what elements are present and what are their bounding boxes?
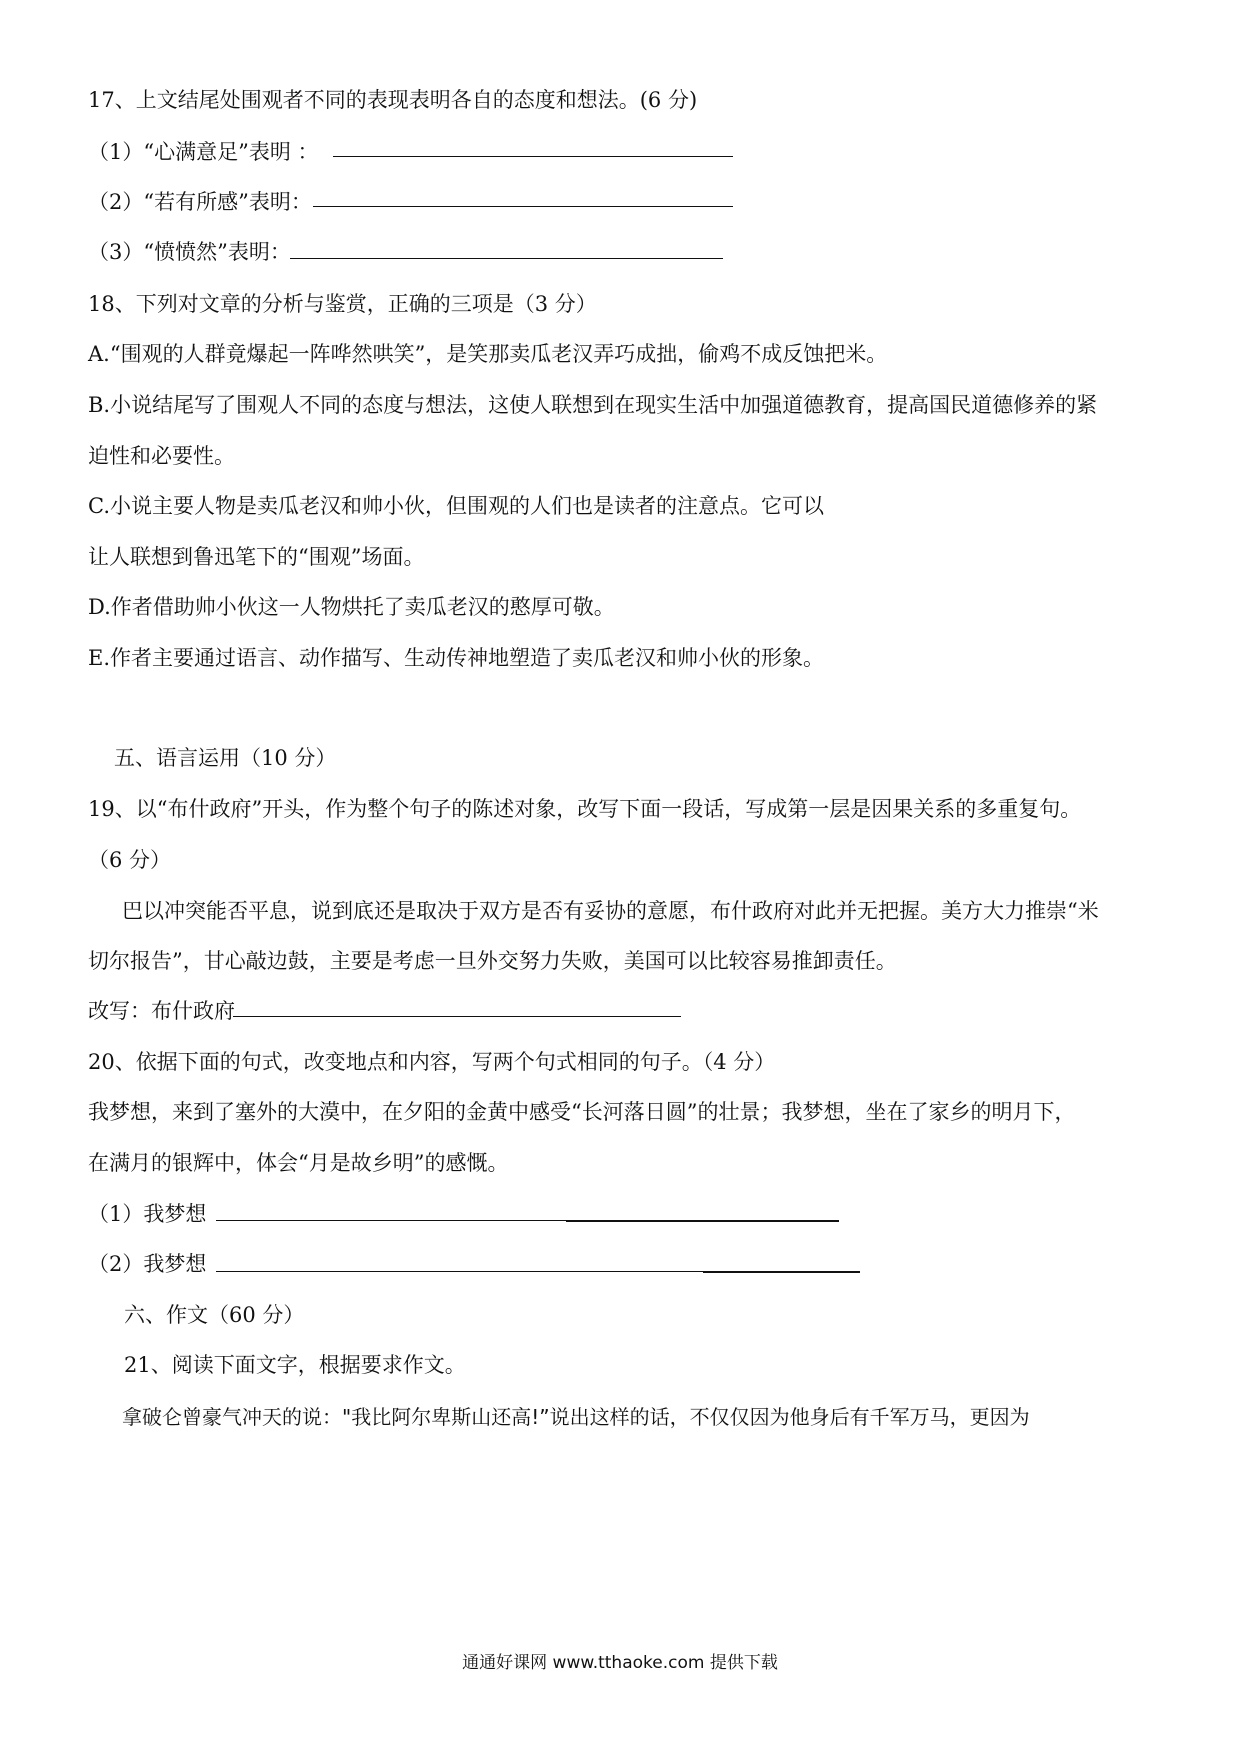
q19-passage-line1: 巴以冲突能否平息，说到底还是取决于双方是否有妥协的意愿，布什政府对此并无把握。美方大力推崇“米 bbox=[122, 899, 1099, 923]
q18-option-c-line2: 让人联想到鲁迅笔下的“围观”场面。 bbox=[88, 545, 425, 569]
q20-example-line1: 我梦想，来到了塞外的大漠中，在夕阳的金黄中感受“长河落日圆”的壮景；我梦想，坐在了家乡的明月下， bbox=[88, 1100, 1076, 1124]
q17-item-3-label: （3）“愤愤然”表明： bbox=[88, 240, 291, 264]
q18-option-a: A.“围观的人群竟爆起一阵哗然哄笑”，是笑那卖瓜老汉弄巧成拙，偷鸡不成反蚀把米。 bbox=[88, 342, 888, 366]
q19-rewrite-answer-blank[interactable] bbox=[233, 1016, 681, 1017]
q17-item-2-label: （2）“若有所感”表明： bbox=[88, 190, 312, 214]
q20-item-2-answer-blank[interactable] bbox=[216, 1271, 703, 1272]
q19-rewrite-label: 改写：布什政府 bbox=[88, 999, 235, 1023]
q20-item-2-label: （2）我梦想 bbox=[88, 1252, 207, 1276]
page-footer-credit: 通通好课网 www.tthaoke.com 提供下载 bbox=[462, 1653, 778, 1673]
q19-score: （6 分） bbox=[88, 848, 172, 872]
q20-item-1-answer-blank-extension[interactable] bbox=[566, 1220, 839, 1222]
q20-item-2-answer-blank-extension[interactable] bbox=[703, 1271, 860, 1273]
q18-option-b-line2: 迫性和必要性。 bbox=[88, 444, 235, 468]
q20-item-1-label: （1）我梦想 bbox=[88, 1202, 207, 1226]
q20-item-1-answer-blank[interactable] bbox=[216, 1220, 566, 1221]
section-6-heading: 六、作文（60 分） bbox=[124, 1303, 305, 1327]
q18-option-e: E.作者主要通过语言、动作描写、生动传神地塑造了卖瓜老汉和帅小伙的形象。 bbox=[88, 646, 825, 670]
q17-item-1-label: （1）“心满意足”表明 ： bbox=[88, 140, 319, 164]
q20-example-line2: 在满月的银辉中，体会“月是故乡明”的感慨。 bbox=[88, 1151, 509, 1175]
q17-item-1-answer-blank[interactable] bbox=[333, 156, 733, 157]
q17-item-2-answer-blank[interactable] bbox=[313, 206, 733, 207]
q21-passage-line1: 拿破仑曾豪气冲天的说："我比阿尔卑斯山还高!”说出这样的话，不仅仅因为他身后有千军万马，更因为 bbox=[122, 1405, 1030, 1429]
q18-option-c-line1: C.小说主要人物是卖瓜老汉和帅小伙，但围观的人们也是读者的注意点。它可以 bbox=[88, 494, 824, 518]
q19-passage-line2: 切尔报告”，甘心敲边鼓，主要是考虑一旦外交努力失败，美国可以比较容易推卸责任。 bbox=[88, 949, 897, 973]
q19-title: 19、以“布什政府”开头，作为整个句子的陈述对象，改写下面一段话，写成第一层是因果关系的多重复句。 bbox=[88, 797, 1082, 821]
q18-option-d: D.作者借助帅小伙这一人物烘托了卖瓜老汉的憨厚可敬。 bbox=[88, 595, 615, 619]
q17-item-3-answer-blank[interactable] bbox=[290, 258, 723, 259]
section-5-heading: 五、语言运用（10 分） bbox=[114, 746, 337, 770]
q18-option-b-line1: B.小说结尾写了围观人不同的态度与想法，这使人联想到在现实生活中加强道德教育，提高国民道德修养的紧 bbox=[88, 393, 1098, 417]
q18-title: 18、下列对文章的分析与鉴赏，正确的三项是（3 分） bbox=[88, 292, 597, 316]
q21-title: 21、阅读下面文字，根据要求作文。 bbox=[124, 1353, 466, 1377]
q17-title: 17、上文结尾处围观者不同的表现表明各自的态度和想法。(6 分) bbox=[88, 88, 698, 112]
q20-title: 20、依据下面的句式，改变地点和内容，写两个句式相同的句子。（4 分） bbox=[88, 1050, 776, 1074]
